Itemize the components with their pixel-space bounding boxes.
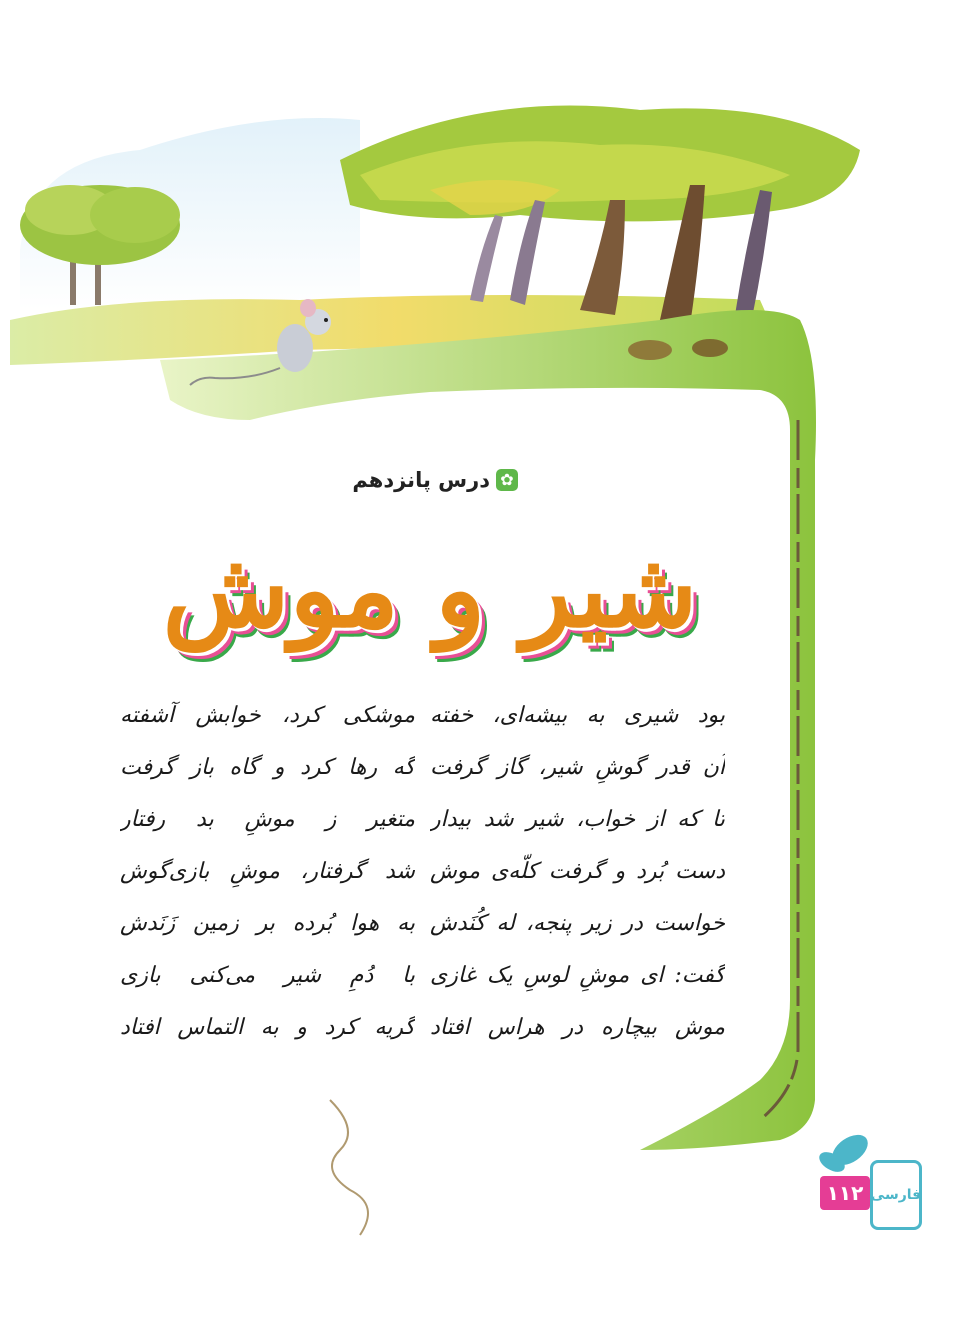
page-title: شیر و موش (162, 528, 698, 651)
poem-line: خواست در زیر پنجه، له کُنَدش (430, 911, 725, 936)
poem-line: موشکی کرد، خوابش آشفته (120, 703, 415, 728)
lesson-label (340, 462, 518, 498)
poem-line: موش بیچاره در هراس افتاد (430, 1015, 725, 1040)
large-trees (340, 106, 860, 325)
page-number: ۱۱۲ (820, 1176, 870, 1210)
leaf-icon (816, 1129, 873, 1176)
poem-line: تا که از خواب، شیر شد بیدار (430, 807, 725, 832)
poem-line: به هوا بُرده بر زمین زَنَدش (120, 911, 415, 936)
poem-left-column (120, 690, 415, 1054)
lesson-label-text: درس پانزدهم (352, 468, 490, 492)
poem-line: شد گرفتار، موشِ بازی‌گوش (120, 859, 415, 884)
poem-line: متغیر ز موشِ بد رفتار (120, 807, 415, 832)
poem-line: گریه کرد و به التماس افتاد (120, 1015, 415, 1040)
flower-icon: ✿ (496, 469, 518, 491)
poem-line: گفت: ای موشِ لوسِ یک غازی (430, 963, 725, 988)
poem-line: بود شیری به بیشه‌ای، خفته (430, 703, 725, 728)
poem-line: گه رها کرد و گاه باز گرفت (120, 755, 415, 780)
poem-line: با دُمِ شیر می‌کنی بازی (120, 963, 415, 988)
brand-logo: فارسی (870, 1160, 922, 1230)
poem-line: دست بُرد و گرفت کلّه‌ی موش (430, 859, 725, 884)
poem-line: آن قدر گوشِ شیر، گاز گرفت (430, 755, 725, 780)
poem-right-column (430, 690, 725, 1054)
ground-crack (330, 1100, 368, 1235)
